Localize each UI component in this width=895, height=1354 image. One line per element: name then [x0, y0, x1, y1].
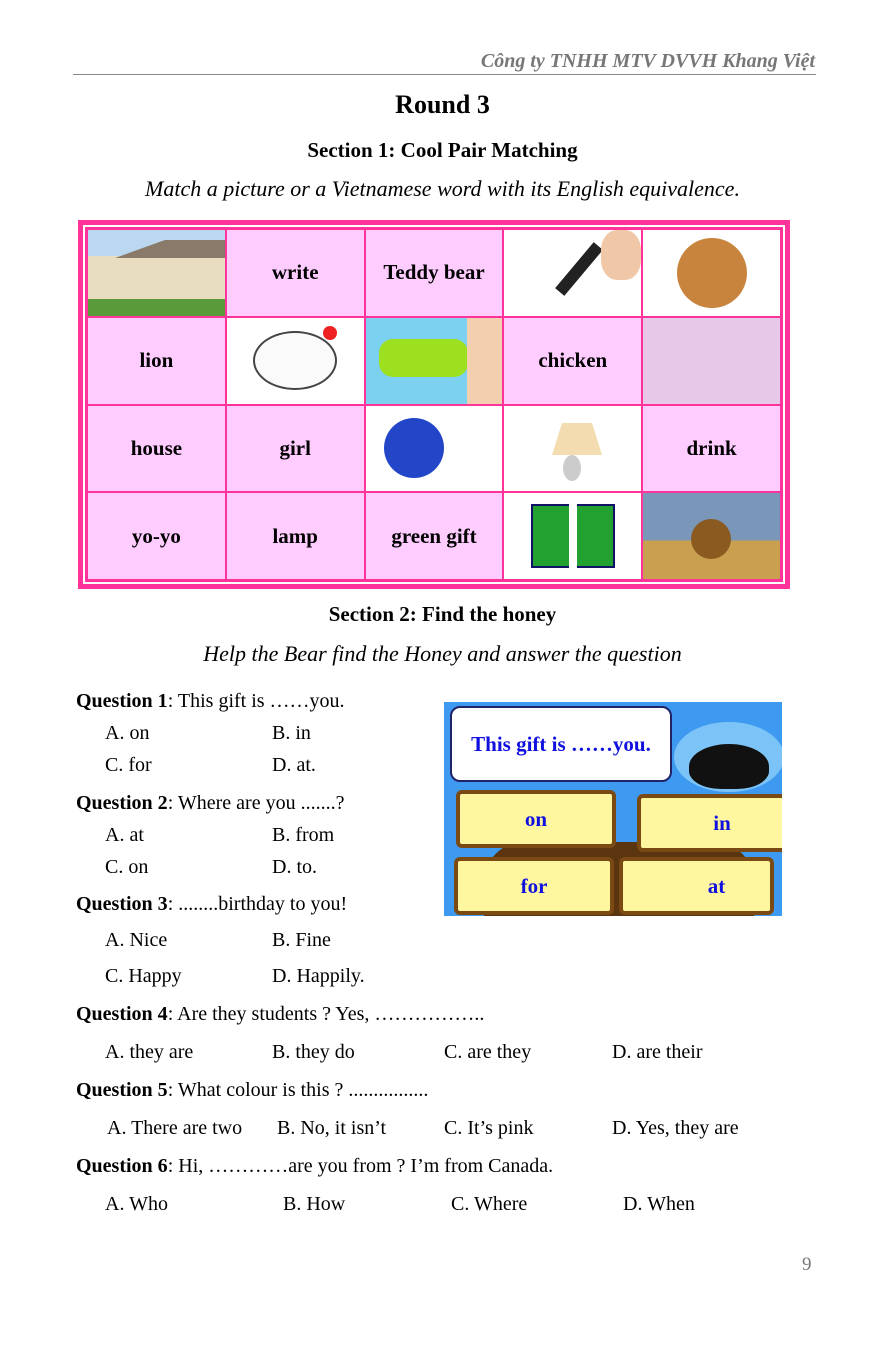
question-label: Question 5: [76, 1079, 168, 1101]
grid-cell-word[interactable]: Teddy bear: [366, 230, 503, 316]
question-1: [76, 690, 345, 713]
section2-title: Section 2: Find the honey: [328, 602, 557, 626]
grid-cell-word[interactable]: chicken: [504, 318, 641, 404]
grid-cell-word[interactable]: lion: [88, 318, 225, 404]
find-honey-game-image: [444, 702, 782, 916]
question-2: [76, 792, 344, 815]
drink-picture[interactable]: [366, 318, 503, 404]
answer-option[interactable]: D. are their: [612, 1041, 703, 1063]
answer-option[interactable]: B. from: [272, 824, 335, 846]
question-6: [76, 1155, 553, 1178]
question-label: Question 4: [76, 1003, 168, 1025]
lion-picture[interactable]: [643, 493, 780, 579]
section2-instruction: Help the Bear find the Honey and answer the question: [203, 641, 682, 666]
page-number: 9: [802, 1254, 812, 1275]
answer-option[interactable]: C. Where: [451, 1193, 528, 1215]
house-picture[interactable]: [88, 230, 225, 316]
answer-option[interactable]: A. they are: [105, 1041, 194, 1063]
grid-cell-word[interactable]: lamp: [227, 493, 364, 579]
question-text: : Hi, …………are you from ? I’m from Canada.: [167, 1155, 554, 1177]
question-5: [76, 1079, 428, 1102]
answer-option[interactable]: D. Happily.: [272, 965, 365, 987]
question-label: Question 2: [76, 792, 168, 814]
teddy-bear-picture[interactable]: [643, 230, 780, 316]
answer-option[interactable]: A. Who: [105, 1193, 168, 1215]
whale-icon: [689, 744, 769, 789]
answer-option[interactable]: D. Yes, they are: [612, 1117, 739, 1139]
question-text: : This gift is ……you.: [167, 690, 345, 712]
grid-cell-word[interactable]: girl: [227, 406, 364, 492]
section1-instruction: Match a picture or a Vietnamese word with its English equivalence.: [145, 176, 740, 201]
yo-yo-picture[interactable]: [366, 406, 503, 492]
question-text: : Where are you .......?: [167, 792, 345, 814]
answer-option[interactable]: D. to.: [272, 856, 317, 878]
grid-cell-word[interactable]: drink: [643, 406, 780, 492]
answer-option[interactable]: C. for: [105, 754, 152, 776]
answer-option[interactable]: B. How: [283, 1193, 346, 1215]
answer-option[interactable]: A. on: [105, 722, 150, 744]
question-text: : What colour is this ? ................: [167, 1079, 429, 1101]
sign-in: in: [637, 794, 782, 852]
sign-for: for: [454, 857, 614, 915]
question-label: Question 1: [76, 690, 168, 712]
question-text: : Are they students ? Yes, ……………..: [167, 1003, 485, 1025]
answer-option[interactable]: C. are they: [444, 1041, 532, 1063]
grid-cell-word[interactable]: yo-yo: [88, 493, 225, 579]
answer-option[interactable]: C. on: [105, 856, 149, 878]
grid-cell-word[interactable]: write: [227, 230, 364, 316]
answer-option[interactable]: A. There are two: [107, 1117, 243, 1139]
speech-bubble: This gift is ……you.: [450, 706, 672, 782]
answer-option[interactable]: D. When: [623, 1193, 695, 1215]
grid-cell-word[interactable]: green gift: [366, 493, 503, 579]
question-label: Question 6: [76, 1155, 168, 1177]
sign-on: on: [456, 790, 616, 848]
answer-option[interactable]: B. Fine: [272, 929, 331, 951]
answer-option[interactable]: B. they do: [272, 1041, 355, 1063]
answer-option[interactable]: C. It’s pink: [444, 1117, 534, 1139]
chicken-picture[interactable]: [227, 318, 364, 404]
lamp-picture[interactable]: [504, 406, 641, 492]
question-4: [76, 1003, 484, 1026]
pen-writing-picture[interactable]: [504, 230, 641, 316]
answer-option[interactable]: C. Happy: [105, 965, 182, 987]
grid-cell-word[interactable]: house: [88, 406, 225, 492]
gift-picture[interactable]: [504, 493, 641, 579]
header-divider: [73, 74, 816, 75]
question-text: : ........birthday to you!: [167, 893, 348, 915]
matching-grid: [78, 220, 790, 589]
publisher-header: Công ty TNHH MTV DVVH Khang Việt: [480, 50, 815, 72]
question-label: Question 3: [76, 893, 168, 915]
round-title: Round 3: [395, 90, 490, 119]
answer-option[interactable]: B. in: [272, 722, 311, 744]
section1-title: Section 1: Cool Pair Matching: [307, 138, 578, 162]
answer-option[interactable]: D. at.: [272, 754, 316, 776]
question-3: [76, 893, 347, 916]
answer-option[interactable]: A. at: [105, 824, 144, 846]
answer-option[interactable]: B. No, it isn’t: [277, 1117, 387, 1139]
girl-picture[interactable]: [643, 318, 780, 404]
sign-at: at: [619, 857, 774, 915]
answer-option[interactable]: A. Nice: [105, 929, 168, 951]
